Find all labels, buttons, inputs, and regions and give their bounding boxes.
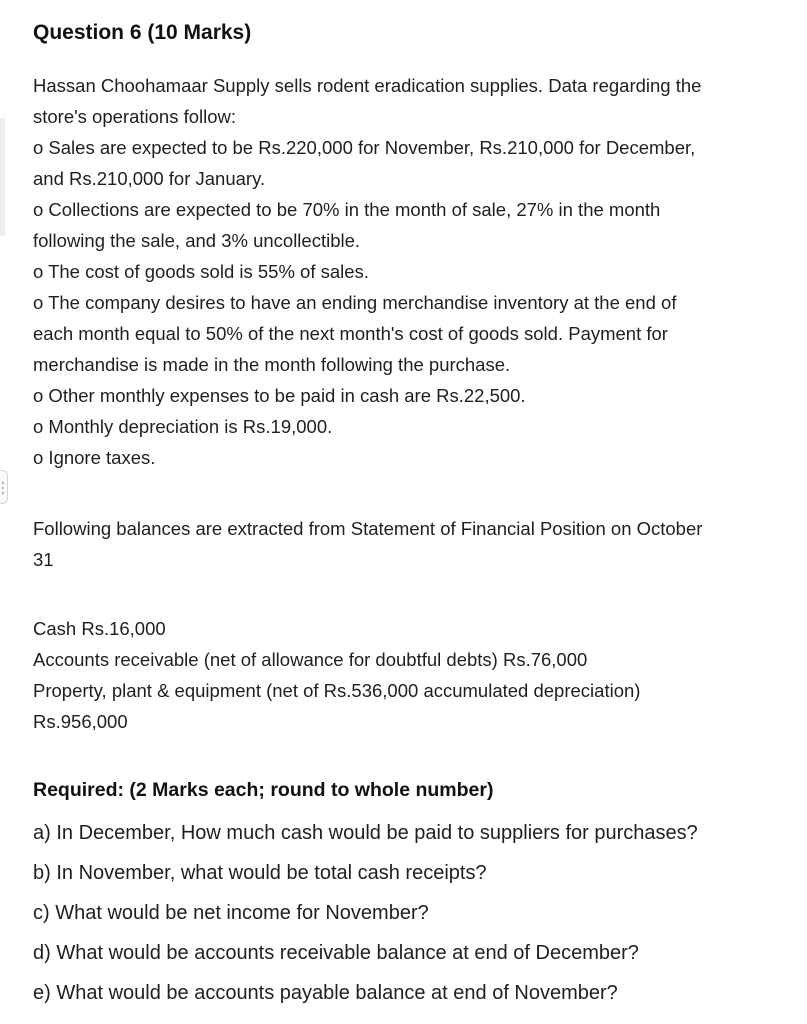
balances-intro-line: 31 [33,549,54,570]
balances-intro-line: Following balances are extracted from Statement of Financial Position on October [33,518,703,539]
intro-line: Hassan Choohamaar Supply sells rodent eradication supplies. Data regarding the [33,75,702,96]
balance-line: Rs.956,000 [33,711,128,732]
operations-line: o Collections are expected to be 70% in the month of sale, 27% in the month [33,199,661,220]
operations-line: o Sales are expected to be Rs.220,000 for November, Rs.210,000 for December, [33,137,696,158]
balance-line: Accounts receivable (net of allowance for doubtful debts) Rs.76,000 [33,649,588,670]
operations-list [33,132,795,473]
balances-intro [33,513,795,575]
operations-line: and Rs.210,000 for January. [33,168,266,189]
operations-line: o The company desires to have an ending merchandise inventory at the end of [33,292,677,313]
operations-line: o The cost of goods sold is 55% of sales. [33,261,369,282]
required-heading: Required: (2 Marks each; round to whole number) [33,779,494,801]
left-edge-stripe [0,118,5,236]
balances-list [33,613,795,737]
operations-line: o Monthly depreciation is Rs.19,000. [33,416,333,437]
required-item-a: a) In December, How much cash would be paid to suppliers for purchases? [33,822,698,844]
operations-line: following the sale, and 3% uncollectible. [33,230,361,251]
question-title: Question 6 (10 Marks) [33,21,252,44]
required-item-b: b) In November, what would be total cash receipts? [33,862,487,884]
operations-line: o Ignore taxes. [33,447,156,468]
required-item-c: c) What would be net income for November? [33,902,429,924]
required-list [33,813,795,1013]
operations-line: o Other monthly expenses to be paid in cash are Rs.22,500. [33,385,526,406]
question-content [33,18,795,1013]
intro-paragraph [33,70,795,132]
required-item-d: d) What would be accounts receivable balance at end of December? [33,942,639,964]
operations-line: each month equal to 50% of the next month's cost of goods sold. Payment for [33,323,668,344]
intro-line: store's operations follow: [33,106,237,127]
side-drag-handle[interactable] [0,470,8,504]
operations-line: merchandise is made in the month following the purchase. [33,354,511,375]
balance-line: Property, plant & equipment (net of Rs.536,000 accumulated depreciation) [33,680,641,701]
balance-line: Cash Rs.16,000 [33,618,166,639]
required-item-e: e) What would be accounts payable balance at end of November? [33,982,618,1004]
